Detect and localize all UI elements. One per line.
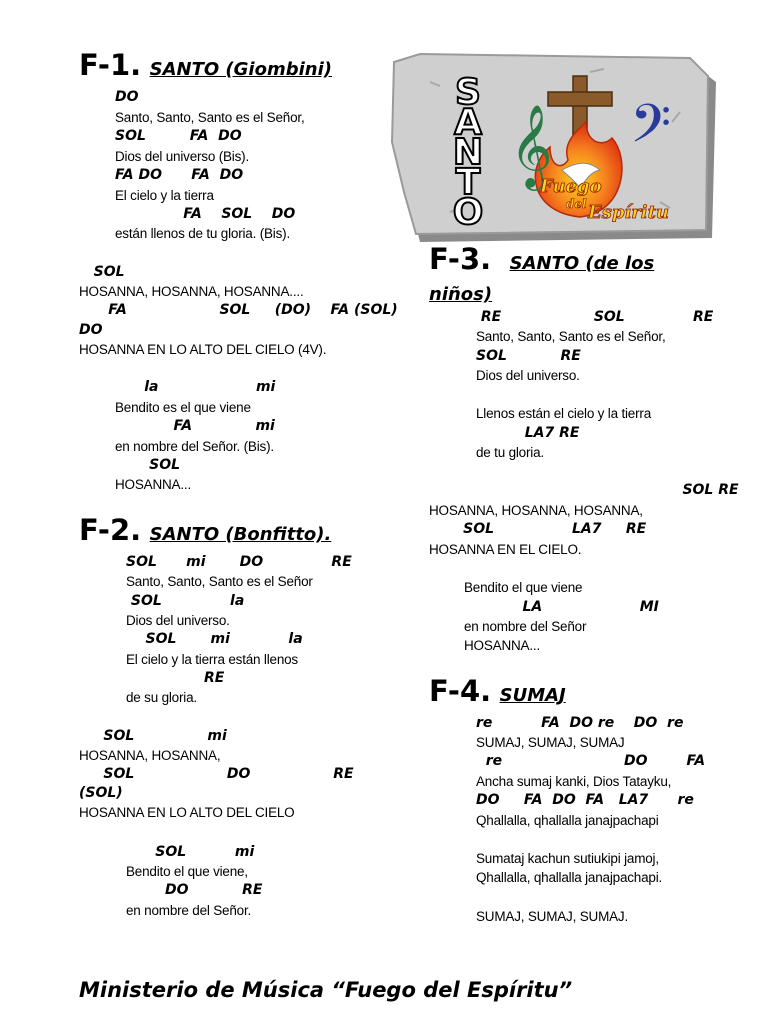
lyric-line: Ancha sumaj kanki, Dios Tatayku, xyxy=(476,774,672,789)
song-title: SANTO (Bonfitto). xyxy=(149,524,332,545)
cross-icon-bar xyxy=(548,92,612,106)
song-code: F-2. xyxy=(79,513,142,547)
chord-line: SOL LA7 RE xyxy=(429,521,647,537)
lyric-line: de su gloria. xyxy=(126,690,197,705)
logo-caption-fuego: Fuego xyxy=(540,176,602,197)
logo-letter: O xyxy=(452,192,484,233)
chord-line: LA MI xyxy=(464,599,659,615)
treble-clef-icon: 𝄞 xyxy=(510,103,553,187)
logo-letter: S xyxy=(455,72,481,113)
lyric-line: de tu gloria. xyxy=(476,445,544,460)
chord-line: re FA DO re DO re xyxy=(476,715,684,731)
chord-line: SOL mi xyxy=(126,844,255,860)
lyric-line: HOSANNA EN EL CIELO. xyxy=(429,542,582,557)
chord-line: FA SOL DO xyxy=(115,206,296,222)
lyric-line: El cielo y la tierra xyxy=(115,188,214,203)
song-code: F-3. xyxy=(429,242,492,276)
lyric-line: Qhallalla, qhallalla janajpachapi xyxy=(476,813,659,828)
lyric-line: en nombre del Señor. xyxy=(126,903,252,918)
chord-line: SOL mi la xyxy=(126,631,303,647)
song-f2 xyxy=(79,513,331,547)
song-code: F-1. xyxy=(79,48,142,82)
chord-line: SOL la xyxy=(126,593,245,609)
lyric-line: SUMAJ, SUMAJ, SUMAJ. xyxy=(476,909,629,924)
lyric-line: Bendito el que viene xyxy=(464,580,583,595)
santo-logo xyxy=(390,52,720,244)
lyric-line: HOSANNA... xyxy=(115,477,192,492)
lyric-line: HOSANNA, HOSANNA, xyxy=(79,748,221,763)
lyric-line: HOSANNA EN LO ALTO DEL CIELO xyxy=(79,805,295,820)
chord-line: RE xyxy=(126,670,225,686)
chord-line: SOL FA DO xyxy=(115,128,242,144)
chord-line: SOL xyxy=(79,264,125,280)
song-title: SUMAJ xyxy=(499,685,566,706)
lyric-line: Bendito es el que viene xyxy=(115,400,251,415)
chord-line: (SOL) xyxy=(79,785,123,801)
lyric-line: SUMAJ, SUMAJ, SUMAJ xyxy=(476,735,625,750)
lyric-line: HOSANNA... xyxy=(464,638,541,653)
song-code: F-4. xyxy=(429,674,492,708)
lyric-line: Qhallalla, qhallalla janajpachapi. xyxy=(476,870,663,885)
lyric-line: Bendito el que viene, xyxy=(126,864,248,879)
chord-line: FA mi xyxy=(115,418,275,434)
lyric-line: Santo, Santo, Santo es el Señor, xyxy=(115,110,305,125)
chord-line: SOL RE xyxy=(429,482,739,498)
bass-clef-icon: 𝄢 xyxy=(630,94,672,168)
lyric-line: en nombre del Señor. (Bis). xyxy=(115,439,274,454)
song-f4 xyxy=(429,674,566,708)
lyric-line: HOSANNA, HOSANNA, HOSANNA.... xyxy=(79,284,304,299)
lyric-line: Santo, Santo, Santo es el Señor, xyxy=(476,329,666,344)
song-title: SANTO (de los niños) xyxy=(429,253,655,305)
logo-letter: N xyxy=(452,132,484,173)
song-f3 xyxy=(429,244,709,311)
chord-line: SOL DO RE xyxy=(79,766,354,782)
song-title: SANTO (Giombini) xyxy=(149,59,332,80)
chord-line: SOL mi DO RE xyxy=(126,554,352,570)
lyric-line: El cielo y la tierra están llenos xyxy=(126,652,298,667)
lyric-line: Dios del universo. xyxy=(126,613,230,628)
chord-line: FA DO FA DO xyxy=(115,167,244,183)
lyric-line: Llenos están el cielo y la tierra xyxy=(476,406,651,421)
lyric-line: HOSANNA, HOSANNA, HOSANNA, xyxy=(429,503,643,518)
chord-line: DO xyxy=(79,322,103,338)
logo-caption-espiritu: Espíritu xyxy=(588,202,669,223)
logo-letter: T xyxy=(455,162,481,203)
chord-line: LA7 RE xyxy=(476,425,580,441)
chord-line: SOL xyxy=(115,457,181,473)
chord-line: RE SOL RE xyxy=(476,309,714,325)
lyric-line: HOSANNA EN LO ALTO DEL CIELO (4V). xyxy=(79,342,327,357)
chord-line: SOL RE xyxy=(476,348,581,364)
logo-word xyxy=(453,72,484,233)
footer-ministry: Ministerio de Música “Fuego del Espíritu” xyxy=(79,978,573,1002)
lyric-line: Dios del universo. xyxy=(476,368,580,383)
lyric-line: Dios del universo (Bis). xyxy=(115,149,249,164)
lyric-line: Sumataj kachun sutiukipi jamoj, xyxy=(476,851,659,866)
song-f1 xyxy=(79,48,332,82)
chord-line: DO RE xyxy=(126,882,263,898)
lyric-line: en nombre del Señor xyxy=(464,619,587,634)
chord-line: DO xyxy=(115,89,139,105)
chord-line: re DO FA xyxy=(476,753,706,769)
logo-letter: A xyxy=(454,102,482,143)
lyric-line: Santo, Santo, Santo es el Señor xyxy=(126,574,313,589)
lyric-line: están llenos de tu gloria. (Bis). xyxy=(115,226,290,241)
chord-line: la mi xyxy=(115,379,276,395)
chord-line: SOL mi xyxy=(79,728,227,744)
chord-line: DO FA DO FA LA7 re xyxy=(476,792,694,808)
chord-line: FA SOL (DO) FA (SOL) xyxy=(79,302,398,318)
logo-caption-del: del xyxy=(566,197,587,211)
